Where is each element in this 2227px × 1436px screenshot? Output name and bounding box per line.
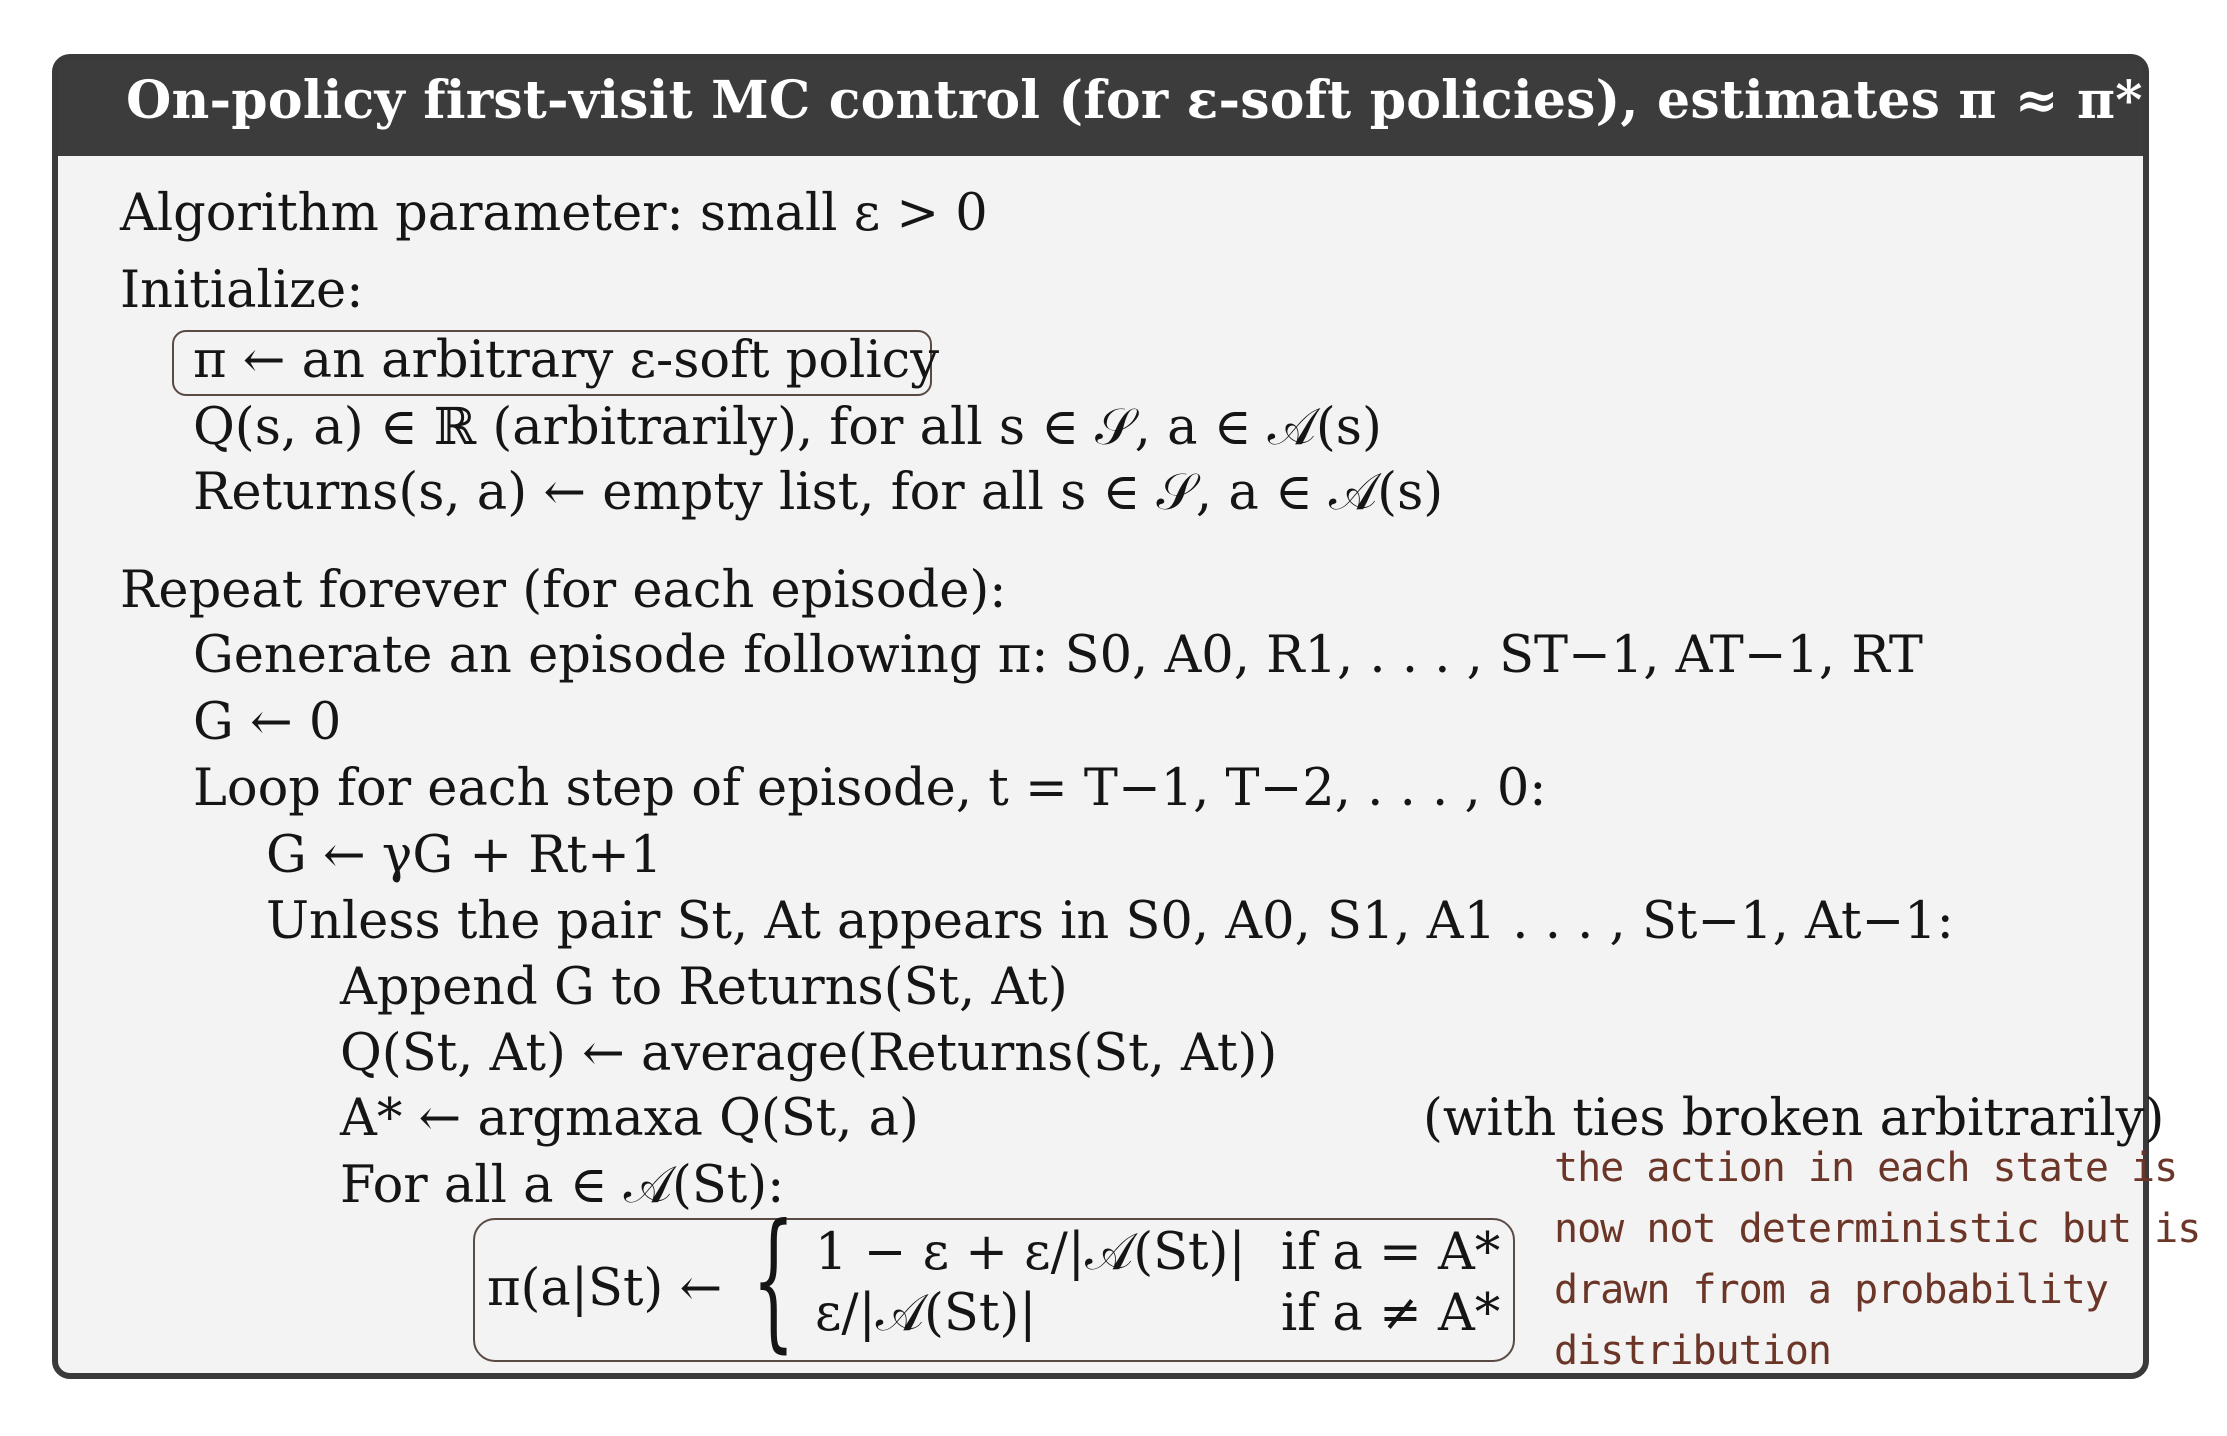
handwritten-annotation	[1554, 1138, 2227, 1382]
append-line: Append G to Returns(St, At)	[340, 958, 1068, 1017]
cases-brace: {	[752, 1193, 795, 1367]
case2-condition: if a ≠ A*	[1281, 1284, 1501, 1343]
param-line: Algorithm parameter: small ε > 0	[120, 184, 988, 243]
repeat-line: Repeat forever (for each episode):	[120, 561, 1007, 620]
g-zero-line: G ← 0	[193, 693, 342, 752]
loop-line: Loop for each step of episode, t = T−1, T−2, . . . , 0:	[193, 759, 1547, 818]
g-update-line: G ← γG + Rt+1	[266, 826, 663, 885]
annotation-line-3: drawn from a probability	[1554, 1267, 2108, 1313]
init-policy-line: π ← an arbitrary ε-soft policy	[193, 331, 940, 390]
init-heading: Initialize:	[120, 261, 364, 320]
annotation-line-1: the action in each state is	[1554, 1145, 2178, 1191]
ties-comment: (with ties broken arbitrarily)	[1423, 1089, 2165, 1148]
title-bar	[58, 60, 2143, 156]
forall-line: For all a ∈ 𝒜(St):	[340, 1156, 785, 1215]
case1-value: 1 − ε + ε/|𝒜(St)|	[815, 1223, 1246, 1282]
policy-lhs: π(a|St) ←	[487, 1259, 723, 1318]
init-q-line: Q(s, a) ∈ ℝ (arbitrarily), for all s ∈ 𝒮, a ∈ 𝒜(s)	[193, 398, 1382, 457]
annotation-line-2: now not deterministic but is	[1554, 1206, 2201, 1252]
init-returns-line: Returns(s, a) ← empty list, for all s ∈ 𝒮, a ∈ 𝒜(s)	[193, 463, 1444, 522]
case1-condition: if a = A*	[1281, 1223, 1501, 1282]
astar-line: A* ← argmaxa Q(St, a)	[340, 1089, 919, 1148]
algorithm-title: On-policy first-visit MC control (for ε-soft policies), estimates π ≈ π*	[126, 70, 2143, 131]
annotation-line-4: distribution	[1554, 1328, 1831, 1374]
case2-value: ε/|𝒜(St)|	[815, 1284, 1037, 1343]
q-update-line: Q(St, At) ← average(Returns(St, At))	[340, 1024, 1278, 1083]
generate-line: Generate an episode following π: S0, A0, R1, . . . , ST−1, AT−1, RT	[193, 626, 1923, 685]
unless-line: Unless the pair St, At appears in S0, A0, S1, A1 . . . , St−1, At−1:	[266, 892, 1954, 951]
